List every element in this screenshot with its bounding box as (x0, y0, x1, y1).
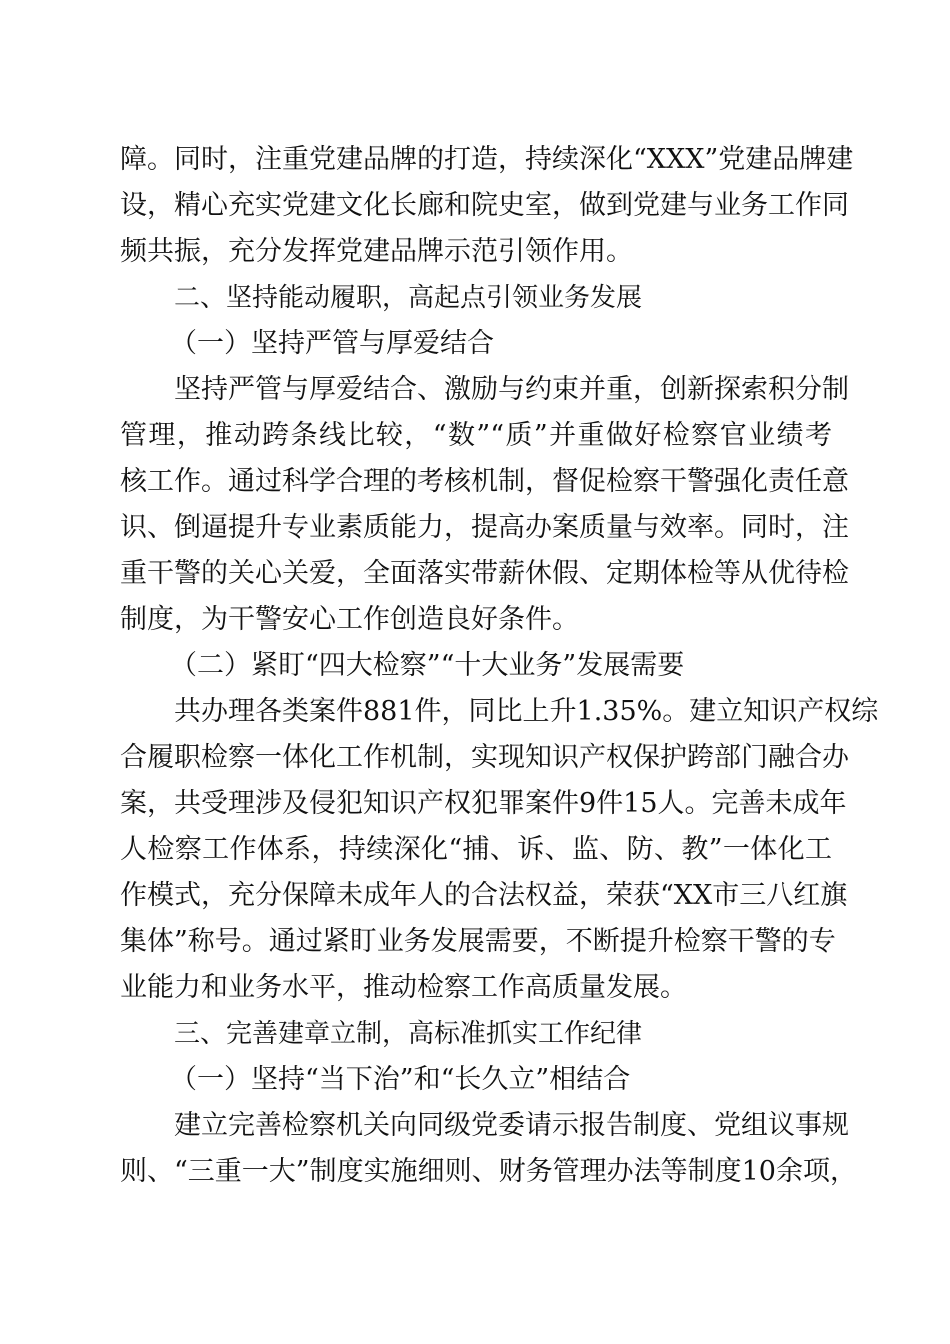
paragraph-line: 人检察工作体系，持续深化“捕、诉、监、防、教”一体化工 (120, 834, 832, 865)
paragraph-line: 核工作。通过科学合理的考核机制，督促检察干警强化责任意 (120, 466, 849, 497)
paragraph-line: 重干警的关心关爱，全面落实带薪休假、定期体检等从优待检 (120, 558, 849, 589)
paragraph-line: 案，共受理涉及侵犯知识产权犯罪案件9件15人。完善未成年 (120, 788, 847, 819)
paragraph-line: 制度，为干警安心工作创造良好条件。 (120, 604, 579, 635)
section-heading: 二、坚持能动履职，高起点引领业务发展 (174, 283, 643, 313)
paragraph-line: 业能力和业务水平，推动检察工作高质量发展。 (120, 972, 687, 1003)
paragraph-line: 设，精心充实党建文化长廊和院史室，做到党建与业务工作同 (120, 190, 849, 221)
subsection-heading: （二）紧盯“四大检察”“十大业务”发展需要 (170, 650, 685, 681)
subsection-heading: （一）坚持严管与厚爱结合 (170, 328, 494, 359)
section-heading: 三、完善建章立制，高标准抓实工作纪律 (174, 1019, 643, 1049)
paragraph-line: 共办理各类案件881件，同比上升1.35%。建立知识产权综 (174, 696, 879, 727)
paragraph-line: 管理，推动跨条线比较，“数”“质”并重做好检察官业绩考 (120, 420, 832, 451)
paragraph-line: 则、“三重一大”制度实施细则、财务管理办法等制度10余项， (120, 1156, 857, 1187)
paragraph-line: 合履职检察一体化工作机制，实现知识产权保护跨部门融合办 (120, 742, 849, 773)
paragraph-line: 坚持严管与厚爱结合、激励与约束并重，创新探索积分制 (174, 374, 849, 405)
paragraph-line: 建立完善检察机关向同级党委请示报告制度、党组议事规 (174, 1110, 849, 1141)
paragraph-line: 障。同时，注重党建品牌的打造，持续深化“XXX”党建品牌建 (120, 144, 854, 175)
paragraph-line: 作模式，充分保障未成年人的合法权益，荣获“XX市三八红旗 (120, 880, 848, 911)
paragraph-line: 频共振，充分发挥党建品牌示范引领作用。 (120, 236, 633, 267)
paragraph-line: 识、倒逼提升专业素质能力，提高办案质量与效率。同时，注 (120, 512, 849, 543)
paragraph-line: 集体”称号。通过紧盯业务发展需要，不断提升检察干警的专 (120, 926, 836, 957)
subsection-heading: （一）坚持“当下治”和“长久立”相结合 (170, 1064, 631, 1095)
